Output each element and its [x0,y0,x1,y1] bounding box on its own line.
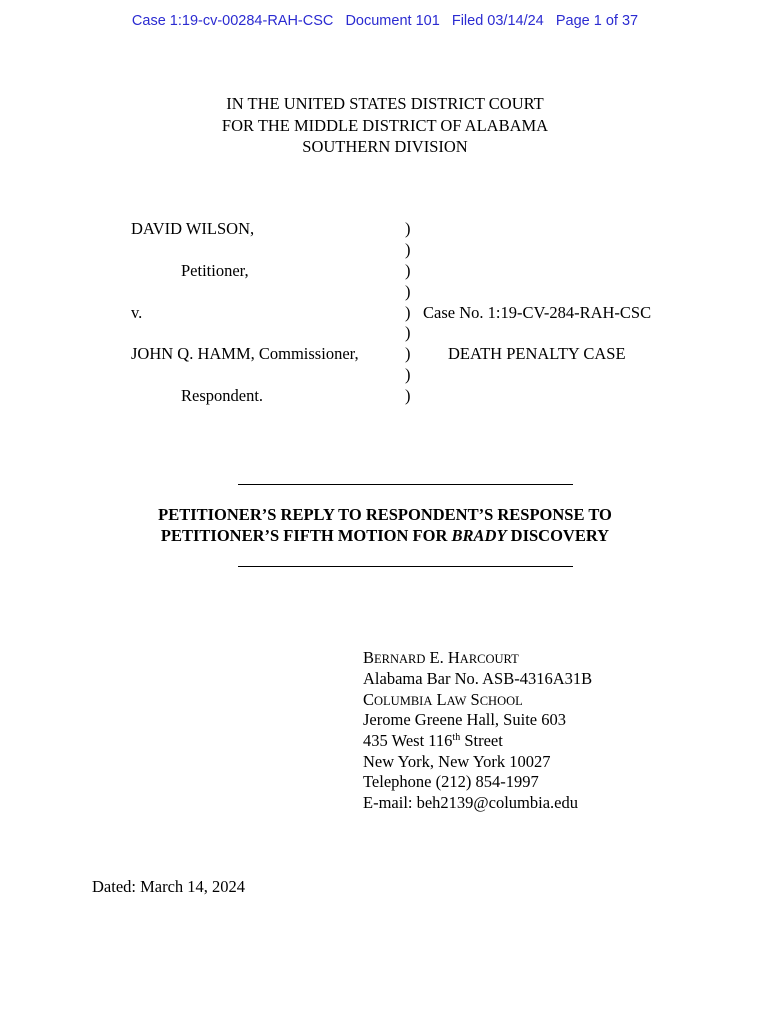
court-name-line1: IN THE UNITED STATES DISTRICT COURT [226,94,544,113]
document-title-line2 [0,525,770,546]
title-rule-bottom [238,566,573,567]
case-number: Case No. 1:19-CV-284-RAH-CSC [423,303,652,322]
attorney-name: BERNARD E. HARCOURT [363,648,519,667]
document-title-line2-end: DISCOVERY [506,526,610,545]
petitioner-name: DAVID WILSON, [131,219,255,238]
caption-paren: ) [405,219,411,238]
building-address: Jerome Greene Hall, Suite 603 [363,710,566,729]
caption-paren: ) [405,365,411,384]
document-title-line1: PETITIONER’S REPLY TO RESPONDENT’S RESPONSE TO [158,505,612,524]
street-address: 435 West 116th Street [363,731,503,750]
court-division: SOUTHERN DIVISION [302,137,468,156]
city-address: New York, New York 10027 [363,752,551,771]
caption-paren: ) [405,323,411,342]
dated-line: Dated: March 14, 2024 [92,877,246,896]
document-title-line2-text: PETITIONER’S FIFTH MOTION FOR [160,526,452,545]
telephone: Telephone (212) 854-1997 [363,772,539,791]
filing-stamp: Case 1:19-cv-00284-RAH-CSC Document 101 Filed 03/14/24 Page 1 of 37 [131,13,639,29]
title-rule-top [238,484,573,485]
caption-paren: ) [405,303,411,322]
court-name-line2: FOR THE MIDDLE DISTRICT OF ALABAMA [221,116,549,135]
respondent-role: Respondent. [181,386,264,405]
caption-paren: ) [405,386,411,405]
case-type: DEATH PENALTY CASE [448,344,626,363]
respondent-name: JOHN Q. HAMM, Commissioner, [131,344,359,363]
document-title-brady: BRADY [451,526,507,545]
petitioner-role: Petitioner, [181,261,249,280]
bar-number: Alabama Bar No. ASB-4316A31B [363,669,593,688]
caption-paren: ) [405,344,411,363]
versus: v. [131,303,143,322]
caption-paren: ) [405,261,411,280]
email: E-mail: beh2139@columbia.edu [363,793,578,812]
caption-paren: ) [405,240,411,259]
caption-paren: ) [405,282,411,301]
law-school: COLUMBIA LAW SCHOOL [363,690,523,709]
